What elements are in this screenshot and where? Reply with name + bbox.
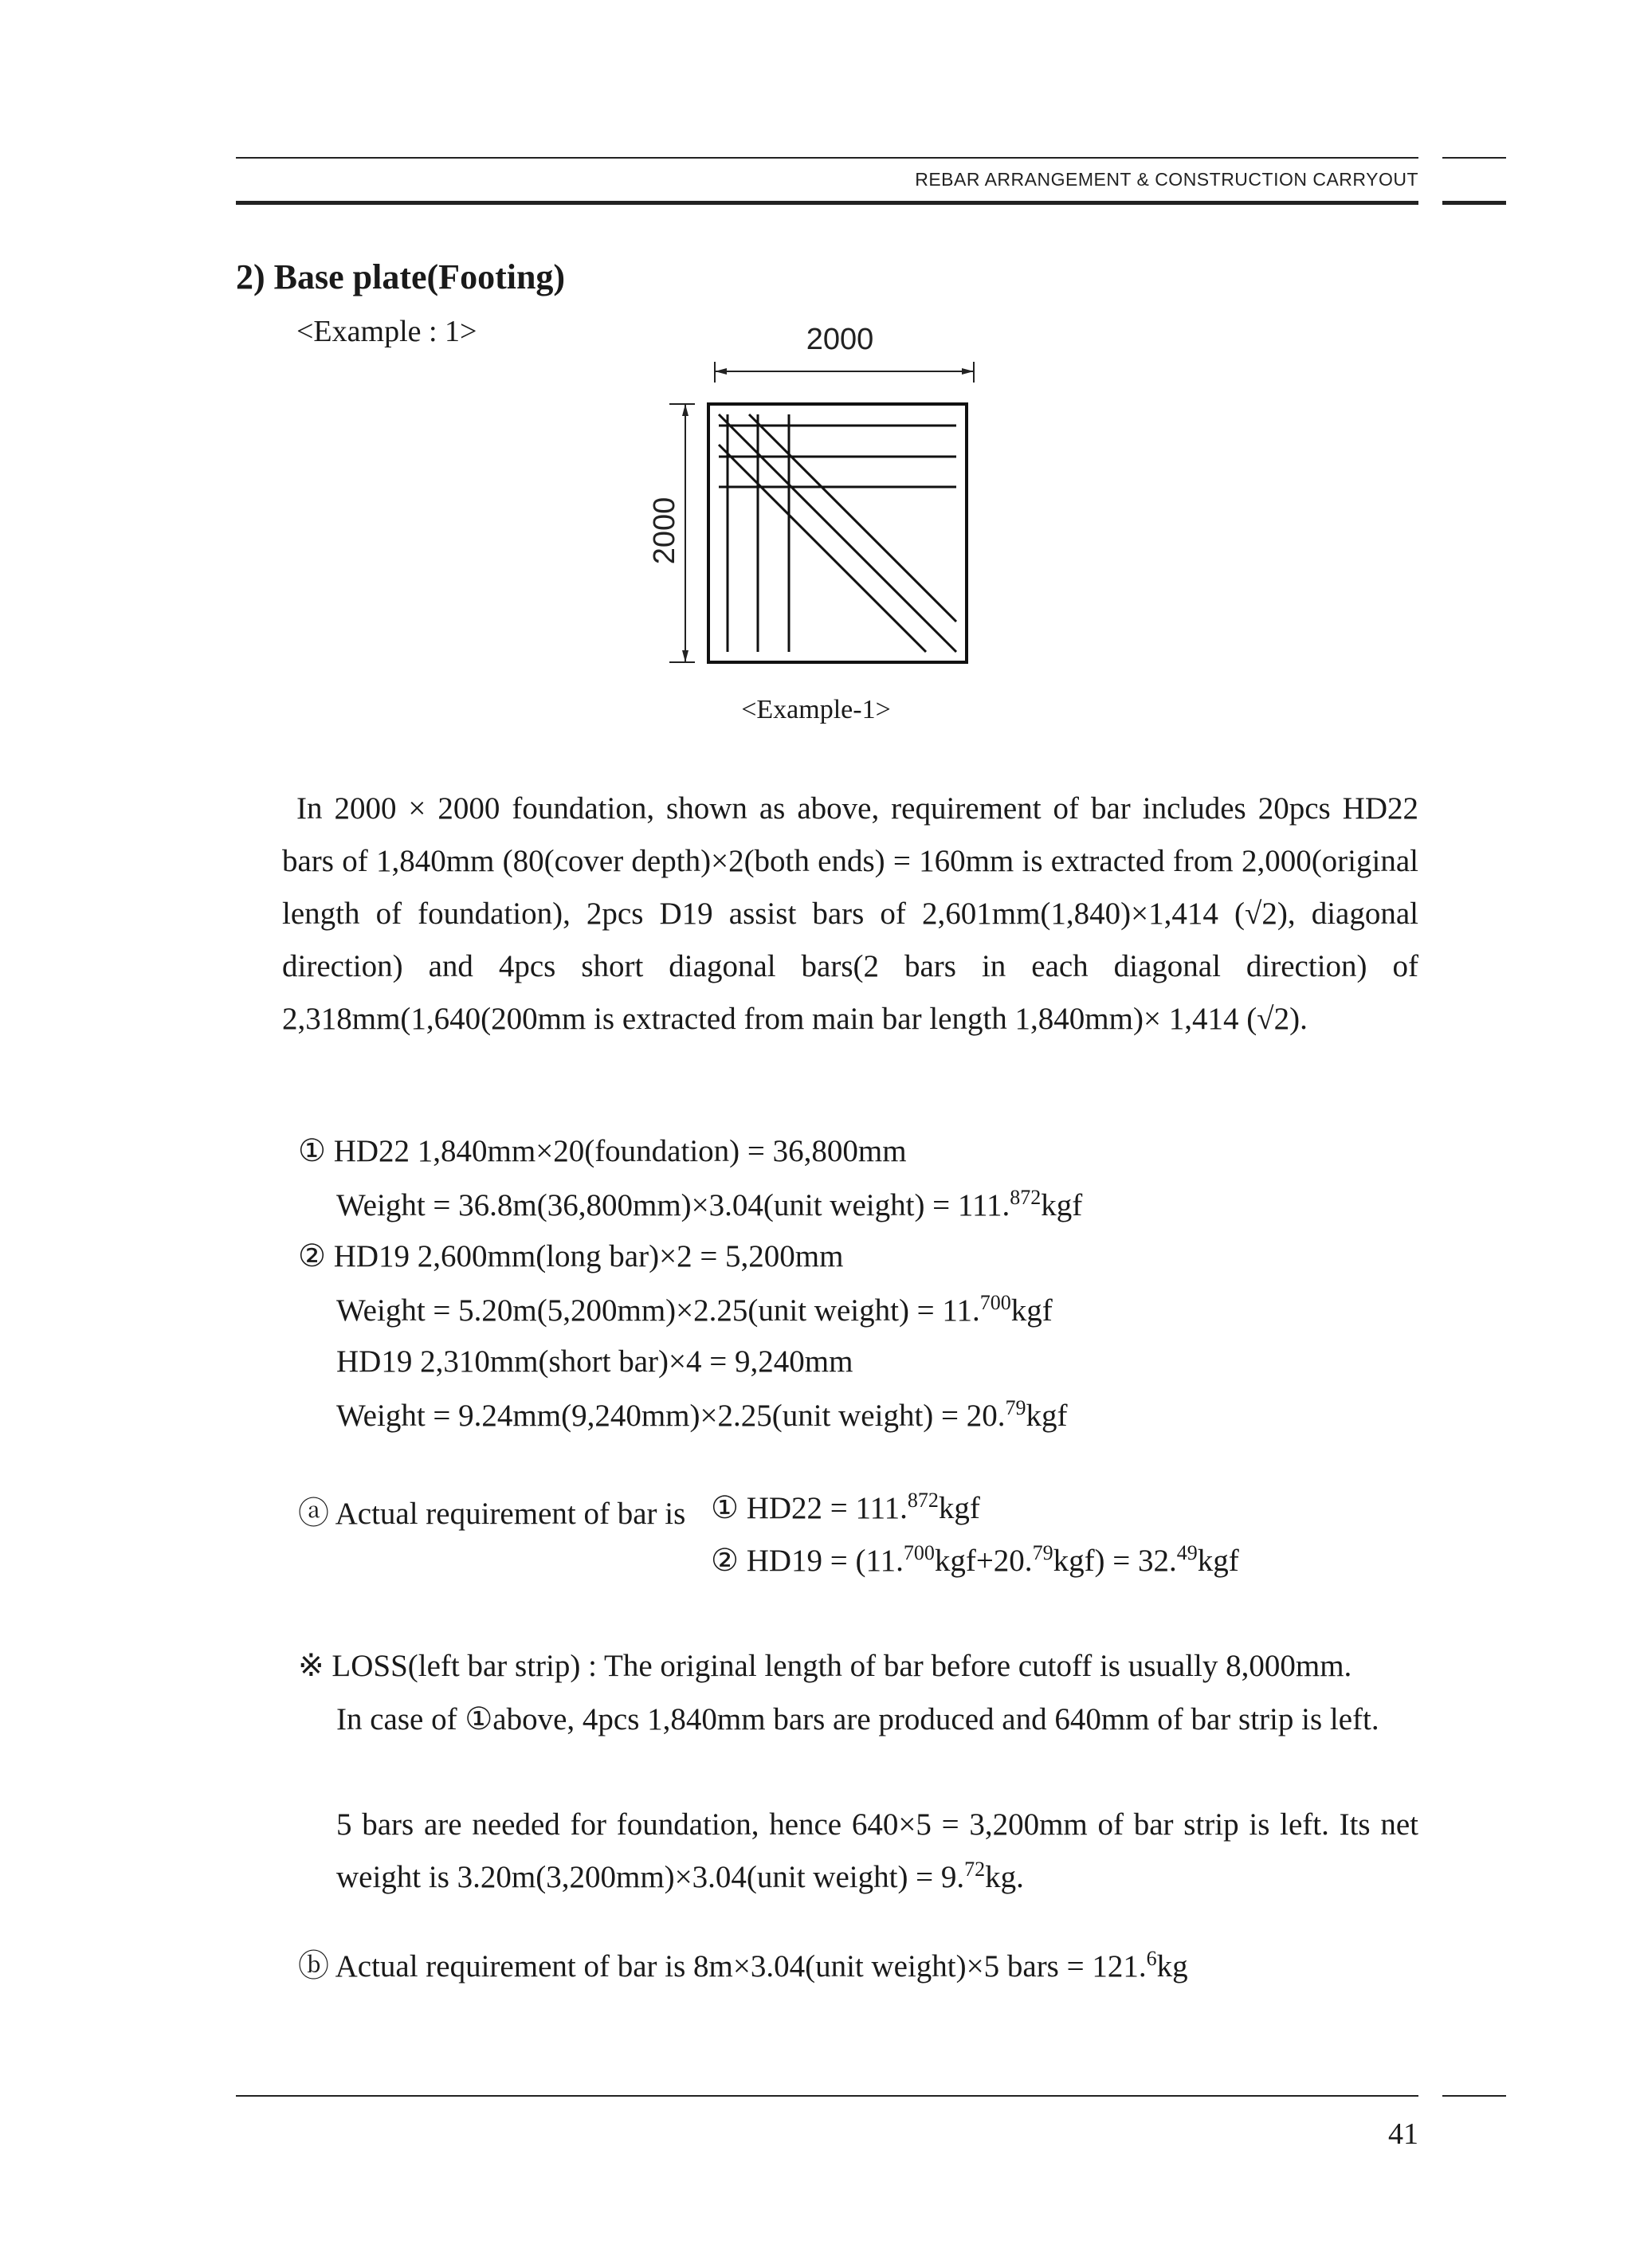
section-title (236, 257, 565, 297)
loss-note-line: ※ LOSS(left bar strip) : The original length of bar before cutoff is usually 8,000mm. (298, 1649, 1352, 1683)
actual-a-row-2-sup-3: 49 (1176, 1541, 1198, 1564)
actual-b-sup: 6 (1146, 1947, 1157, 1970)
footer-rule-right (1442, 2095, 1506, 2097)
calc-line-6-unit: kgf (1026, 1399, 1068, 1433)
footing-rebar-drawing (622, 311, 1004, 685)
calc-line-4-text: Weight = 5.20m(5,200mm)×2.25(unit weight) = 11. (336, 1293, 980, 1328)
calc-line-4-sup: 700 (979, 1291, 1011, 1314)
loss-note-para-2 (336, 1799, 1418, 1904)
calc-line-6-sup: 79 (1005, 1396, 1026, 1419)
width-dimension-label: 2000 (806, 323, 874, 356)
actual-a-row-1-text: ① HD22 = 111. (711, 1491, 908, 1525)
loss-note-para-2-unit: kg. (985, 1860, 1024, 1894)
footer-rule (236, 2095, 1418, 2097)
running-header: REBAR ARRANGEMENT & CONSTRUCTION CARRYOUT (915, 169, 1418, 190)
body-paragraph-text: In 2000 × 2000 foundation, shown as above, requirement of bar includes 20pcs HD22 bars of 1,840mm (80(cover depth)×2(both ends) = 160mm is extracted from 2,000(original length of foundation), 2pcs D19 assist bars of 2,601mm(1,840)×1,414 (√2), diagonal direction) and 4pcs short diagonal bars(2 bars in each diagonal direction) of 2,318mm(1,640(200mm is extracted from main bar length 1,840mm)× 1,414 (√2). (282, 791, 1418, 1036)
actual-a-row-1 (711, 1489, 980, 1526)
calc-line-2-text: Weight = 36.8m(36,800mm)×3.04(unit weight) = 111. (336, 1188, 1010, 1222)
section-title-text: Base plate(Footing) (273, 257, 566, 296)
calc-line-2-sup: 872 (1010, 1186, 1042, 1209)
actual-a-row-2-unit: kgf (1197, 1544, 1239, 1578)
header-top-rule-right (1442, 157, 1506, 159)
actual-a-row-1-unit: kgf (938, 1491, 980, 1525)
body-paragraph (282, 783, 1418, 1046)
section-number: 2) (236, 257, 265, 296)
actual-b-text: ⓑ Actual requirement of bar is 8m×3.04(unit weight)×5 bars = 121. (298, 1949, 1147, 1984)
actual-a-row-2-mid: kgf+20. (934, 1544, 1033, 1578)
actual-a-label: ⓐ Actual requirement of bar is (298, 1497, 686, 1531)
drawing-caption: <Example-1> (741, 695, 891, 724)
calc-line-2-unit: kgf (1041, 1188, 1083, 1222)
calc-line-2 (336, 1186, 1082, 1223)
actual-b-unit: kg (1156, 1949, 1188, 1984)
actual-a-row-2-sup-1: 700 (903, 1541, 935, 1564)
header-bottom-rule-right (1442, 201, 1506, 205)
calc-line-1: ① HD22 1,840mm×20(foundation) = 36,800mm (298, 1134, 907, 1168)
calc-line-4 (336, 1291, 1053, 1328)
loss-note-para-2-sup: 72 (964, 1858, 986, 1881)
height-dimension-label: 2000 (648, 496, 681, 565)
calc-line-6 (336, 1396, 1068, 1434)
example-label: <Example : 1> (296, 315, 477, 348)
calc-line-4-unit: kgf (1010, 1293, 1053, 1328)
actual-a-row-2 (711, 1541, 1239, 1579)
actual-a-row-1-sup: 872 (907, 1489, 939, 1512)
actual-b-line (298, 1941, 1188, 1986)
calc-line-5: HD19 2,310mm(short bar)×4 = 9,240mm (336, 1344, 853, 1379)
actual-a-row-2-sup-2: 79 (1032, 1541, 1053, 1564)
header-bottom-rule (236, 201, 1418, 205)
actual-a-row-2-text: ② HD19 = (11. (711, 1544, 904, 1578)
loss-note-para-1: In case of ①above, 4pcs 1,840mm bars are produced and 640mm of bar strip is left. (336, 1702, 1379, 1736)
calc-line-3: ② HD19 2,600mm(long bar)×2 = 5,200mm (298, 1239, 844, 1273)
calc-line-6-text: Weight = 9.24mm(9,240mm)×2.25(unit weight) = 20. (336, 1399, 1006, 1433)
header-top-rule (236, 157, 1418, 159)
actual-a-row-2-eq: kgf) = 32. (1053, 1544, 1177, 1578)
loss-note-para-2-text: 5 bars are needed for foundation, hence 640×5 = 3,200mm of bar strip is left. Its net weight is 3.20m(3,200mm)×3.04(unit weight) = 9. (336, 1807, 1418, 1894)
page-number: 41 (1388, 2117, 1418, 2151)
